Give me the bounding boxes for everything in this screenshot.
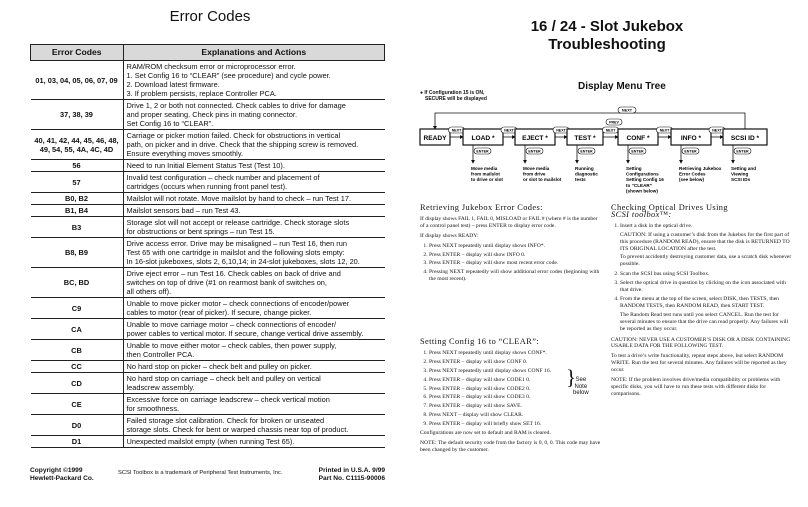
list-item: 6. Press ENTER – display will show CODE3 0. [429,394,602,401]
see-note-line2: Note [574,383,588,390]
explanation-line: Set Config 16 to “CLEAR”. [126,119,214,128]
menu-box-label: SCSI ID * [730,135,760,142]
menu-box-label: TEST * [574,135,596,142]
explanation-line: Ensure everything moves smoothly. [126,149,244,158]
list-item: 2. Press ENTER – display will show INFO 0. [429,252,602,259]
config15-note-line2: SECURE will be displayed [425,96,487,102]
list-item: 3. Select the optical drive in question by clicking on the icon associated with that drive. [620,280,794,294]
explanation-line: Failed storage slot calibration. Check for broken or unseated [126,416,325,425]
explanation-line: switches on top of drive (#1 on rearmost bank of switches on, [126,278,327,287]
explanation-cell [123,319,385,340]
menu-caption-line: Setting and [731,166,757,171]
menu-caption-line: Configurations [626,171,659,177]
explanation-cell [123,172,385,193]
table-row [31,100,385,130]
explanation-line: Test 65 with one cartridge in mailslot and the following slots empty: [126,248,345,257]
error-code-cell: CA [31,319,124,340]
menu-caption-line: Move media [471,166,498,171]
config16-section [420,339,602,457]
optical-title-line2: SCSI toolbox™: [611,209,672,219]
enter-label: ENTER [684,149,697,154]
optical-note: NOTE: If the problem involves drive/media compatibility or problems with specific disks, you will have to run these tests with different disks for comparisons. [611,377,781,397]
menu-caption-line: Retrieving Jukebox [679,166,722,171]
config16-note: NOTE: The default security code from the factory is 0, 0, 0. This code may have been changed by the customer. [420,439,601,453]
error-code-cell: B8, B9 [31,238,124,268]
optical-step4b: The Random Read test runs until you select CANCEL. Run the test for several minutes to ensure that the drive can read properly. Any failures will be reported as they occur. [620,311,789,332]
list-item: 3. Press ENTER – display will show most recent error code. [429,260,602,267]
menu-caption-line: from drive [523,171,546,177]
explanation-line: Drive 1, 2 or both not connected. Check cables to drive for damage [126,101,346,110]
explanation-line: cables to motor (rear of picker). If secure, change picker. [126,308,312,317]
explanation-cell [123,130,385,160]
error-codes-page [30,8,390,448]
table-row [31,193,385,205]
menu-box-label: EJECT * [522,135,548,142]
enter-label: ENTER [631,149,644,154]
next-label: NEXT [659,128,670,133]
menu-caption-line: or slot to mailslot [523,177,562,183]
error-code-cell: 01, 03, 04, 05, 06, 07, 09 [31,61,124,100]
explanation-cell [123,415,385,436]
explanation-line: and proper seating. Check pins in mating connector. [126,110,297,119]
list-item [620,223,794,268]
config15-note-line1: If Configuration 15 is ON, [424,90,485,96]
brace-icon: } [566,365,577,389]
retrieving-ready: If display shows READY: [420,232,479,239]
explanation-cell [123,61,385,100]
menu-caption-line: to “CLEAR” [626,182,653,188]
explanation-cell [123,193,385,205]
explanation-cell [123,160,385,172]
explanation-cell [123,340,385,361]
enter-label: ENTER [528,149,541,154]
copyright-line2: Hewlett-Packard Co. [30,475,94,482]
config16-reset: Configurations are now set to default and RAM is cleared. [420,430,551,437]
optical-steps [611,223,794,333]
menu-box-label: INFO * [680,135,702,142]
error-code-cell: CC [31,361,124,373]
error-codes-table [30,44,385,448]
config15-note [420,90,487,102]
col-header-codes: Error Codes [31,45,124,61]
menu-caption-line: (see below) [679,177,705,183]
explanation-line: path, on picker and in drive. Check that the shipping screw is removed. [126,140,359,149]
retrieving-title: Retrieving Jukebox Error Codes: [420,203,543,212]
list-item [620,296,794,333]
next-loop-label: NEXT [621,108,633,113]
explanation-line: Unable to move picker motor – check connections of encoder/power [126,299,350,308]
troubleshooting-page [418,8,796,453]
table-row [31,238,385,268]
table-row [31,130,385,160]
table-row [31,172,385,193]
explanation-line: Storage slot will not accept or release cartridge. Check storage slots [126,218,350,227]
explanation-line: Carriage or picker motion failed. Check for obstructions in vertical [126,131,341,140]
explanation-line: In 16-slot jukeboxes, slots 2, 6,10,14; in 24-slot jukeboxes, slots 12, 20. [126,257,360,266]
next-label: NEXT [451,128,462,133]
list-item: 2. Press ENTER – display will show CONF 0. [429,359,602,366]
menu-caption-line: SCSI IDs [731,177,751,183]
page-title-line1: 16 / 24 - Slot Jukebox [530,18,684,35]
list-item: 7. Press ENTER – display will show SAVE. [429,403,602,410]
col-header-explanations: Explanations and Actions [123,45,385,61]
list-item: 1. Press NEXT repeatedly until display shows CONF*. [429,350,602,357]
config16-title: Setting Config 16 to “CLEAR”: [420,337,540,346]
error-code-cell: B3 [31,217,124,238]
menu-caption-line: Viewing [731,171,749,177]
next-label: NEXT [712,128,722,133]
error-code-cell: BC, BD [31,268,124,298]
list-item: 8. Press NEXT – display will show CLEAR. [429,412,602,419]
table-row [31,319,385,340]
list-item: 5. Press ENTER – display will show CODE2 0. [429,386,602,393]
explanation-line: Unable to move either motor – check cables, then power supply, [126,341,337,350]
menu-caption-line: Setting [626,166,642,171]
table-row [31,394,385,415]
explanation-line: power cables to vertical motor. If secure, change vertical drive assembly. [126,329,364,338]
error-code-cell: CD [31,373,124,394]
part-number: Part No. C1115-90006 [318,475,385,482]
table-row [31,361,385,373]
error-code-cell: 56 [31,160,124,172]
menu-caption-line: Move media [523,166,550,171]
explanation-line: Drive eject error – run Test 16. Check cables on back of drive and [126,269,341,278]
explanation-cell [123,238,385,268]
retrieving-section [420,205,602,285]
menu-caption-line: (shown below) [626,188,658,194]
table-row [31,205,385,217]
error-codes-body [31,61,385,448]
display-menu-tree [418,103,796,203]
copyright-line1: Copyright ©1999 [30,467,83,474]
table-row [31,61,385,100]
see-note-line3: below [573,390,589,397]
explanation-line: storage slots. Check for bent or warped chassis near top of product. [126,425,349,434]
error-code-cell: CB [31,340,124,361]
list-item: 2. Scan the SCSI bus using SCSI Toolbox. [620,271,794,278]
menu-box-label: LOAD * [471,135,495,142]
explanation-line: Need to run Initial Element Status Test (Test 10). [126,161,285,170]
optical-step4: From the menu at the top of the screen, select DISK, then TESTS, then RANDOM TESTS, then RANDOM READ, then START TEST. [620,295,779,309]
explanation-cell [123,217,385,238]
loop-back-arrow [435,113,745,129]
enter-label: ENTER [580,149,593,154]
explanation-cell [123,394,385,415]
explanation-line: cartridges (occurs when running front panel test). [126,182,288,191]
explanation-cell [123,436,385,448]
table-row [31,268,385,298]
table-row [31,160,385,172]
explanation-line: then Controller PCA. [126,350,195,359]
menu-box-label: READY [423,135,447,142]
table-row [31,340,385,361]
list-item: 3. Press NEXT repeatedly until display shows CONF 16. [429,368,602,375]
retrieving-steps [420,243,602,284]
error-code-cell: 57 [31,172,124,193]
menu-caption-line: from mailslot [471,171,500,177]
page-title-line2: Troubleshooting [548,36,666,53]
table-row [31,415,385,436]
explanation-line: No hard stop on picker – check belt and pulley on picker. [126,362,312,371]
list-item: 4. Pressing NEXT repeatedly will show additional error codes (beginning with the most recent). [429,269,602,283]
copyright [30,467,94,483]
optical-caution2: CAUTION: NEVER USE A CUSTOMER’S DISK OR A DISK CONTAINING USABLE DATA FOR THE FOLLOWING TEST. [611,336,791,350]
prev-label: PREV [609,120,619,125]
optical-scratch-note: To prevent accidently destroying customer data, use a scratch disk whenever possible. [620,254,792,268]
explanation-line: 1. Set Config 16 to “CLEAR” (see procedure) and cycle power. [126,71,331,80]
next-label: NEXT [556,128,566,133]
explanation-line: 3. If problem persists, replace Controller PCA. [126,89,277,98]
optical-write-test: To test a drive’s write functionality, repeat steps above, but select RANDOM WRITE. Run the test for several minutes. Any failures will be reported as they occur. [611,353,787,374]
error-code-cell: D1 [31,436,124,448]
explanation-line: Mailslot sensors bad – run Test 43. [126,206,241,215]
explanation-line: Unexpected mailslot empty (when running Test 65). [126,437,295,446]
explanation-line: 2. Download latest firmware. [126,80,220,89]
enter-label: ENTER [736,149,749,154]
printed-date: Printed in U.S.A. 9/99 [318,467,385,474]
bullet-icon: ● [420,90,425,96]
menu-tree-title: Display Menu Tree [578,81,666,92]
explanation-line: all others off). [126,287,172,296]
table-row [31,298,385,319]
list-item: 4. Press ENTER – display will show CODE1 0. [429,377,602,384]
explanation-line: Drive access error. Drive may be misaligned – run Test 16, then run [126,239,347,248]
error-code-cell: B1, B4 [31,205,124,217]
error-code-cell: 40, 41, 42, 44, 45, 46, 48, 49, 54, 55, 4A, 4C, 4D [31,130,124,160]
explanation-line: Invalid test configuration – check number and placement of [126,173,320,182]
error-codes-title: Error Codes [169,8,251,25]
optical-step1: Insert a disk in the optical drive. [620,222,693,229]
table-row [31,217,385,238]
list-item: 9. Press ENTER – display will briefly show SET 16. [429,421,602,428]
error-code-cell: CE [31,394,124,415]
error-code-cell: C9 [31,298,124,319]
next-label: NEXT [504,128,514,133]
menu-caption-line: Setting Config 16 [626,177,664,183]
error-code-cell: 37, 38, 39 [31,100,124,130]
explanation-line: RAM/ROM checksum error or microprocessor error. [126,62,296,71]
explanation-cell [123,205,385,217]
optical-section [611,205,794,401]
explanation-cell [123,373,385,394]
menu-caption-line: Running [575,166,594,171]
optical-title-line1: Checking Optical Drives Using [611,203,728,212]
menu-box-label: CONF * [626,135,650,142]
explanation-line: Excessive force on carriage leadscrew – check vertical motion [126,395,330,404]
table-header-row [31,45,385,61]
print-info [300,467,385,483]
see-note-line1: See [575,377,587,383]
enter-label: ENTER [476,149,489,154]
explanation-line: Mailslot will not rotate. Move mailslot by hand to check – run Test 17. [126,194,352,203]
retrieving-intro: If display shows FAIL 1, FAIL 0, MISLOAD or FAIL # (where # is the number of a control panel test) – press ENTER to display error code. [420,215,598,229]
explanation-line: leadscrew assembly. [126,383,195,392]
explanation-line: for obstructions or bent springs – run Test 15. [126,227,275,236]
menu-caption-line: tests [575,177,586,183]
explanation-line: No hard stop on carriage – check belt and pulley on vertical [126,374,321,383]
explanation-cell [123,268,385,298]
menu-caption-line: Error Codes [679,171,706,177]
next-label: NEXT [605,128,616,133]
explanation-cell [123,361,385,373]
see-note-callout [566,365,589,397]
explanation-cell [123,100,385,130]
menu-caption-line: diagnostic [575,171,598,177]
trademark-note: SCSI Toolbox is a trademark of Peripheral Test Instruments, Inc. [118,470,283,476]
list-item: 1. Press NEXT repeatedly until display shows INFO*. [429,243,602,250]
explanation-line: Unable to move carriage motor – check connections of encoder/ [126,320,337,329]
error-code-cell: D0 [31,415,124,436]
explanation-line: for smoothness. [126,404,180,413]
table-row [31,436,385,448]
table-row [31,373,385,394]
optical-caution1: CAUTION: If using a customer’s disk from the Jukebox for the first part of this procedure (RANDOM READ), ensure that the disk is RETURNED TO ITS ORIGINAL LOCATION after the test. [620,231,790,252]
explanation-cell [123,298,385,319]
menu-caption-line: to drive or slot [471,177,503,183]
error-code-cell: B0, B2 [31,193,124,205]
